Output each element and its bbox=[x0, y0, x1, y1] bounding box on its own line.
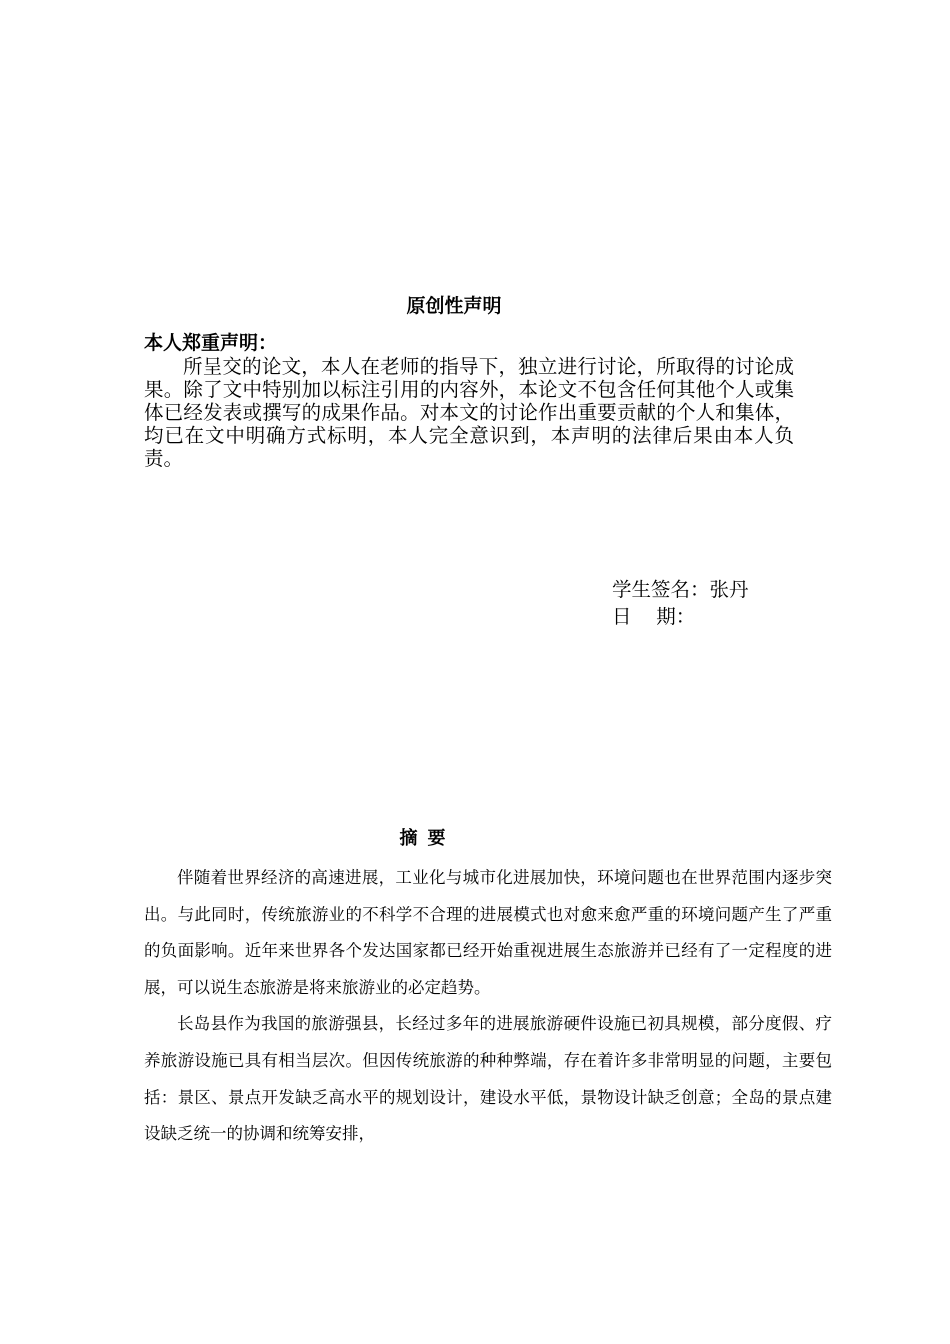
declaration-lead: 本人郑重声明： bbox=[144, 332, 278, 354]
abstract-paragraph-2: 长岛县作为我国的旅游强县，长经过多年的进展旅游硬件设施已初具规模，部分度假、疗养旅游设施已具有相当层次。但因传统旅游的种种弊端，存在着许多非常明显的问题，主要包括：景区、景点开发缺乏高水平的规划设计，建设水平低，景物设计缺乏创意；全岛的景点建设缺乏统一的协调和统筹安排， bbox=[144, 1014, 832, 1144]
date-line: 日 期： bbox=[612, 605, 696, 628]
declaration-body bbox=[144, 355, 794, 470]
abstract-title: 摘要 bbox=[399, 828, 456, 849]
abstract-body bbox=[144, 860, 832, 1153]
signature-line: 学生签名：张丹 bbox=[612, 578, 749, 601]
abstract-paragraph-1: 伴随着世界经济的高速进展，工业化与城市化进展加快，环境问题也在世界范围内逐步突出。与此同时，传统旅游业的不科学不合理的进展模式也对愈来愈严重的环境问题产生了严重的负面影响。近年来世界各个发达国家都已经开始重视进展生态旅游并已经有了一定程度的进展，可以说生态旅游是将来旅游业的必定趋势。 bbox=[144, 868, 832, 997]
declaration-title: 原创性声明 bbox=[406, 295, 502, 317]
declaration-paragraph: 所呈交的论文，本人在老师的指导下，独立进行讨论，所取得的讨论成果。除了文中特别加以标注引用的内容外，本论文不包含任何其他个人或集体已经发表或撰写的成果作品。对本文的讨论作出重要贡献的个人和集体，均已在文中明确方式标明，本人完全意识到，本声明的法律后果由本人负责。 bbox=[144, 355, 794, 470]
